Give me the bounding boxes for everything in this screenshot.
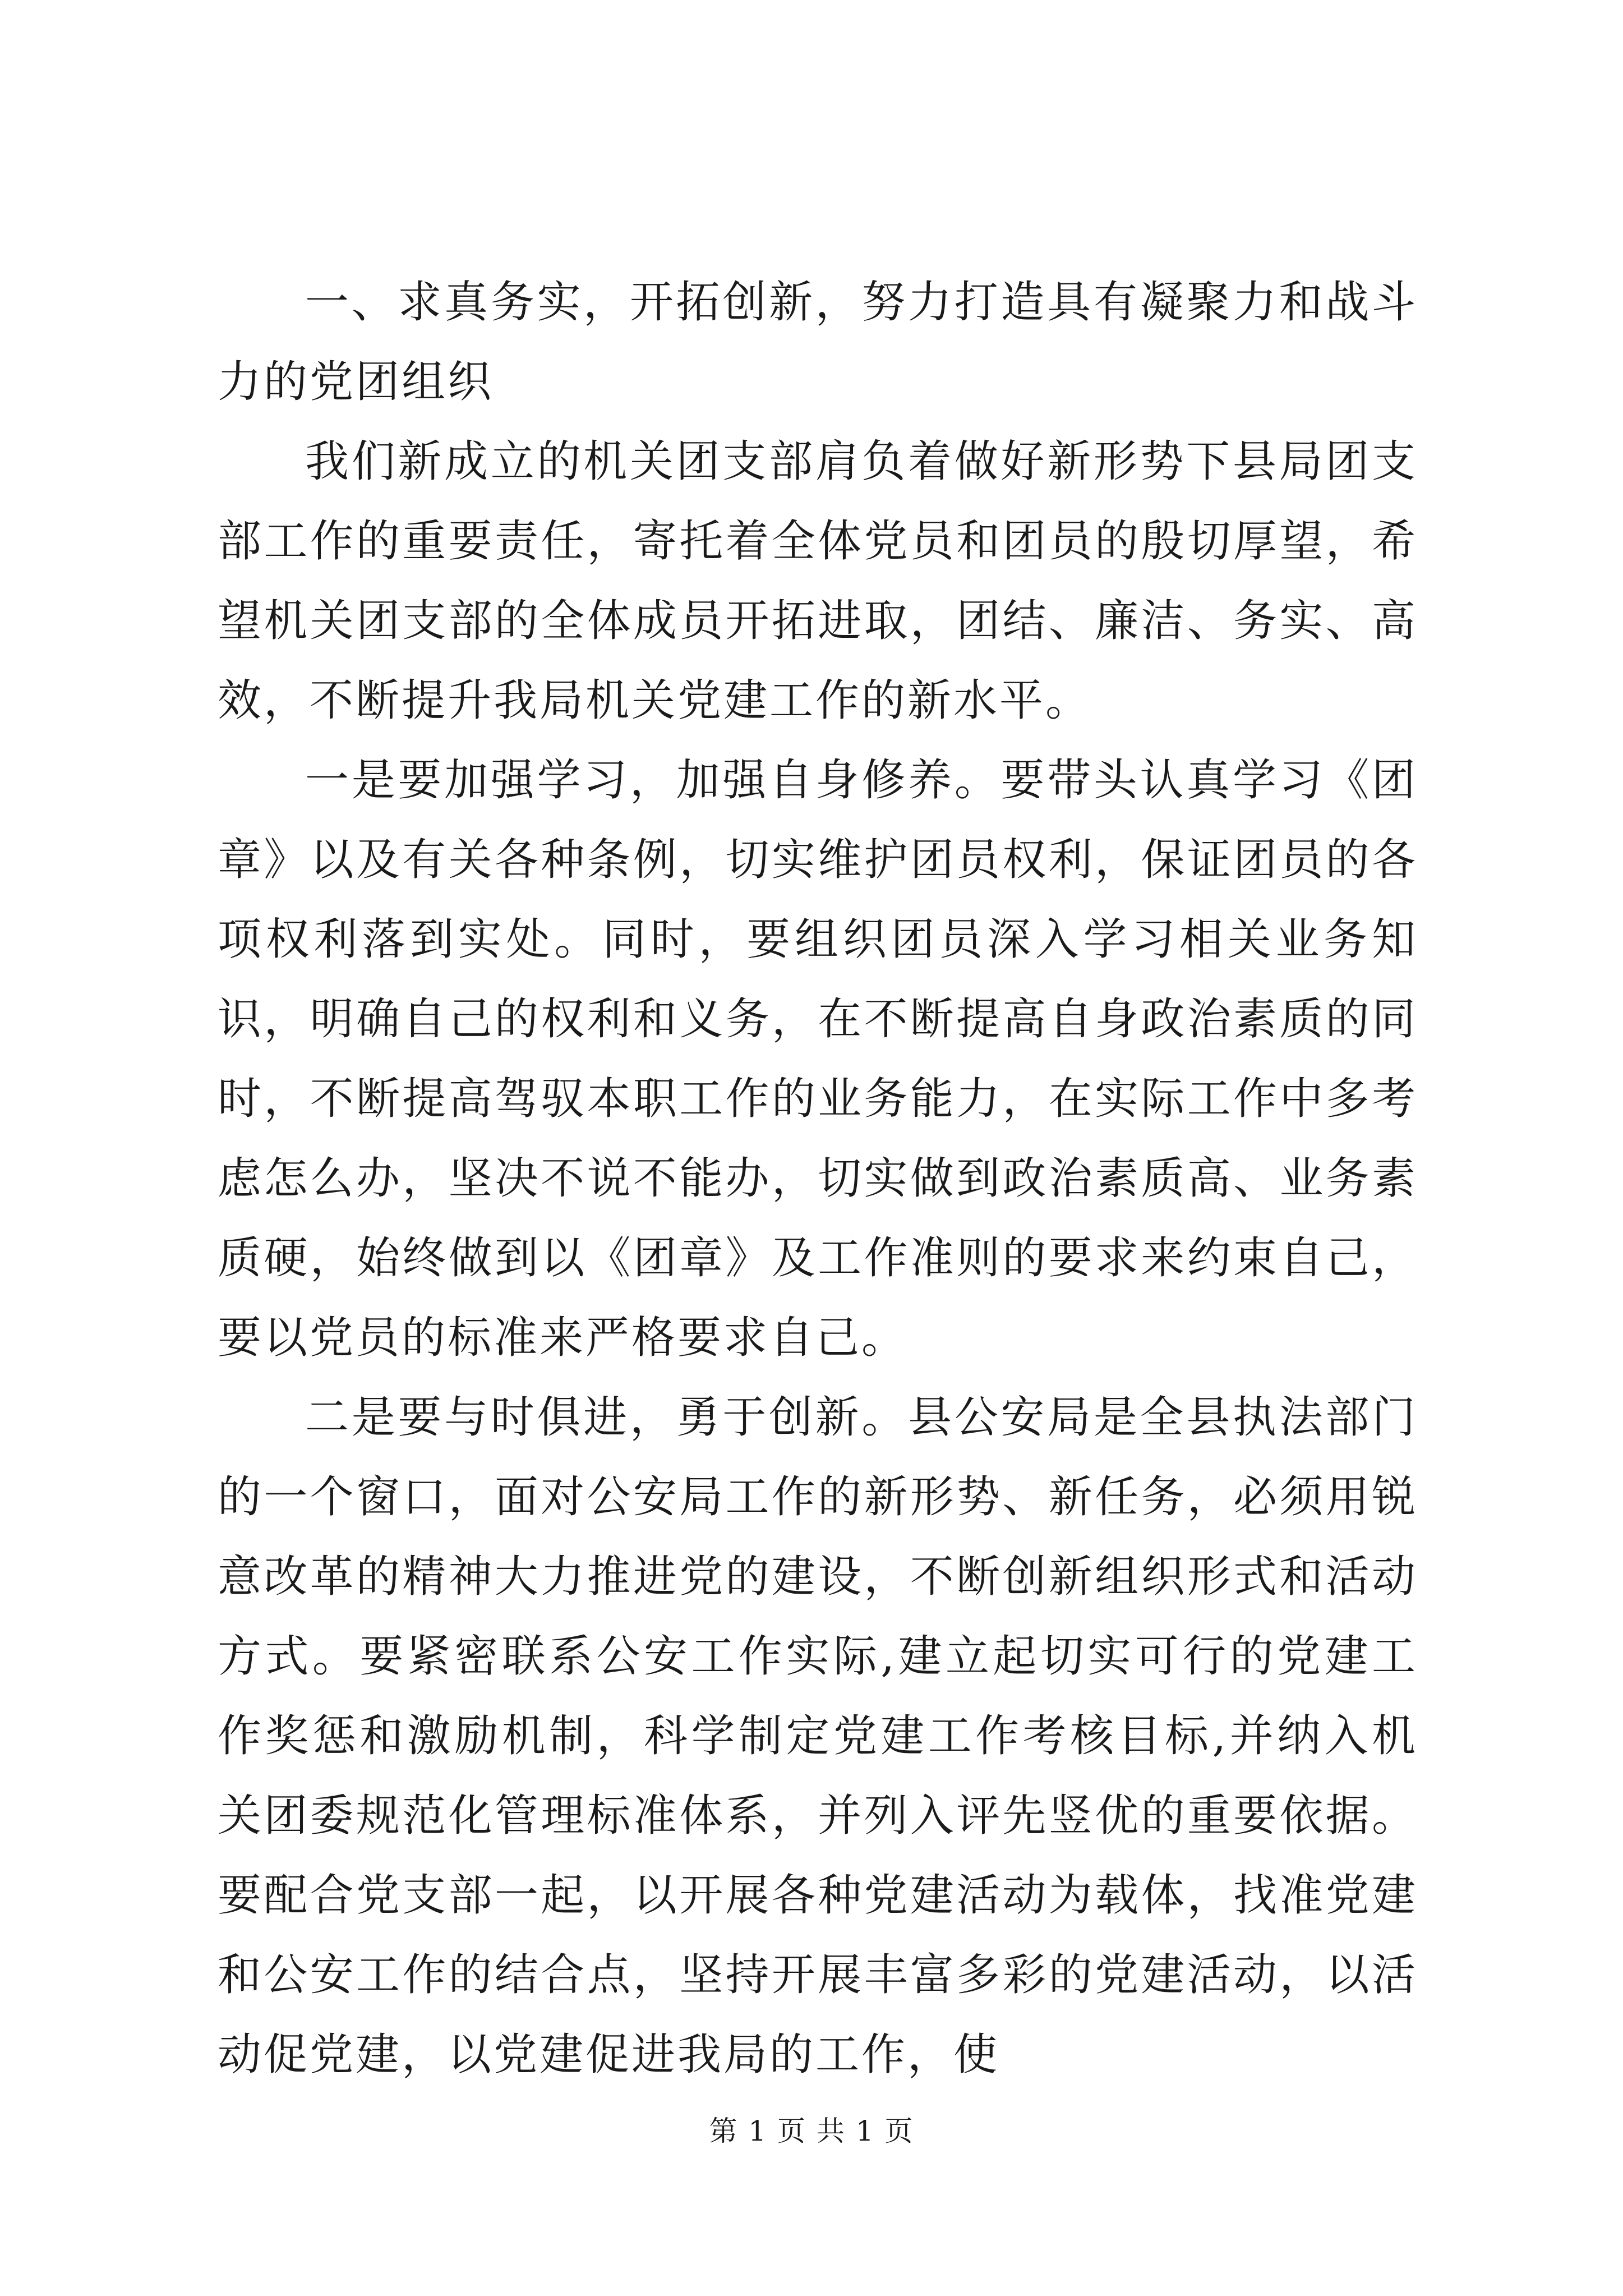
- page-footer: 第 1 页 共 1 页: [709, 2115, 914, 2147]
- section-heading: 一、求真务实，开拓创新，努力打造具有凝聚力和战斗力的党团组织: [218, 277, 1418, 407]
- body-paragraph: 我们新成立的机关团支部肩负着做好新形势下县局团支部工作的重要责任，寄托着全体党员和团员的殷切厚望，希望机关团支部的全体成员开拓进取，团结、廉洁、务实、高效，不断提升我局机关党建工作的新水平。: [218, 436, 1418, 726]
- body-paragraph: 一是要加强学习，加强自身修养。要带头认真学习《团章》以及有关各种条例，切实维护团员权利，保证团员的各项权利落到实处。同时，要组织团员深入学习相关业务知识，明确自己的权利和义务，在不断提高自身政治素质的同时，不断提高驾驭本职工作的业务能力，在实际工作中多考虑怎么办，坚决不说不能办，切实做到政治素质高、业务素质硬，始终做到以《团章》及工作准则的要求来约束自己，要以党员的标准来严格要求自己。: [218, 755, 1418, 1363]
- document-body: [218, 263, 1418, 2095]
- body-paragraph: 二是要与时俱进，勇于创新。县公安局是全县执法部门的一个窗口，面对公安局工作的新形势、新任务，必须用锐意改革的精神大力推进党的建设，不断创新组织形式和活动方式。要紧密联系公安工作实际,建立起切实可行的党建工作奖惩和激励机制，科学制定党建工作考核目标,并纳入机关团委规范化管理标准体系，并列入评先竖优的重要依据。要配合党支部一起，以开展各种党建活动为载体，找准党建和公安工作的结合点，坚持开展丰富多彩的党建活动，以活动促党建，以党建促进我局的工作，使: [218, 1392, 1418, 2080]
